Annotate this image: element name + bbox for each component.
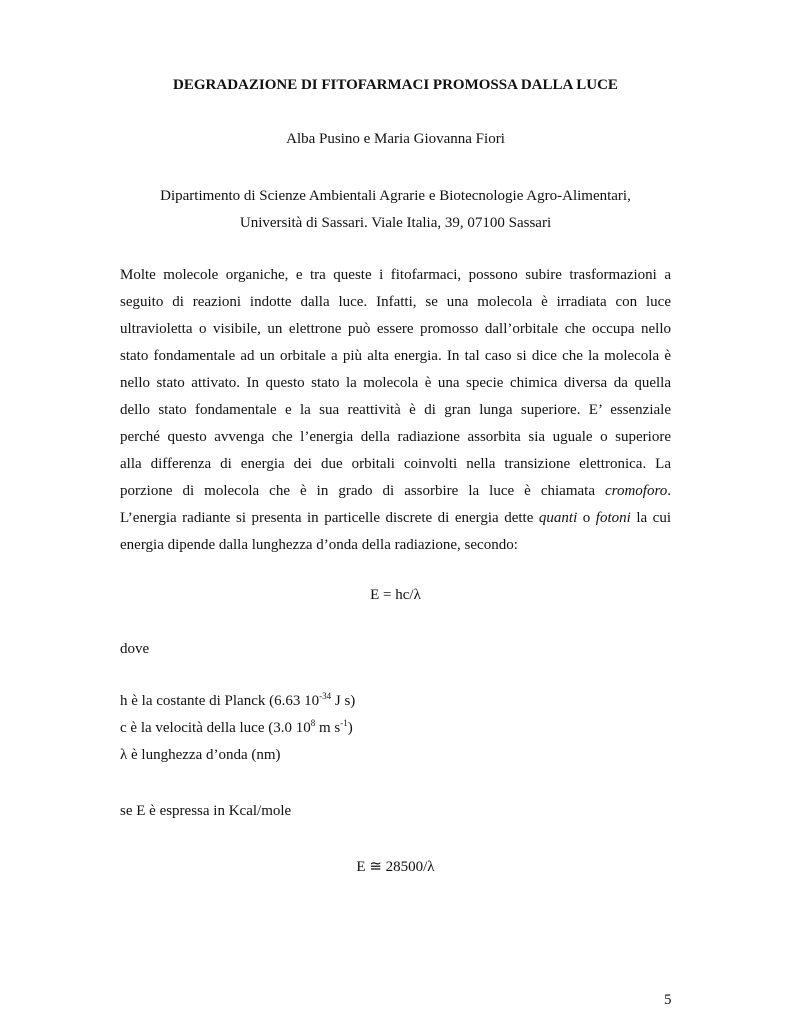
paragraph-line: energia dipende dalla lunghezza d’onda della radiazione, secondo:: [120, 537, 518, 553]
paragraph-line: alla differenza di energia dei due orbitali coinvolti nella transizione elettronica. La: [120, 456, 671, 472]
term-cromoforo: cromoforo: [605, 483, 668, 499]
definition-lambda: λ è lunghezza d’onda (nm): [120, 747, 281, 763]
definition-text: J s): [331, 693, 356, 709]
affiliation-line-2: Università di Sassari. Viale Italia, 39, 07100 Sassari: [239, 215, 552, 231]
page-number: 5: [664, 992, 672, 1008]
paragraph-line: stato fondamentale ad un orbitale a più alta energia. In tal caso si dice che la molecola è: [120, 348, 671, 364]
equation-energy: E = hc/λ: [370, 587, 421, 603]
article-authors: Alba Pusino e Maria Giovanna Fiori: [286, 131, 505, 147]
paragraph-line: [120, 478, 671, 505]
paragraph-line: Molte molecole organiche, e tra queste i fitofarmaci, possono subire trasformazioni a: [120, 267, 671, 283]
definition-text: ): [347, 720, 353, 736]
term-quanti: quanti: [538, 510, 578, 526]
paragraph-line: [120, 505, 671, 532]
paragraph-line: perché questo avvenga che l’energia della radiazione assorbita sia uguale o superiore: [120, 429, 671, 445]
paragraph-text: .: [667, 483, 671, 499]
paragraph-line: seguito di reazioni indotte dalla luce. Infatti, se una molecola è irradiata con luce: [120, 294, 671, 310]
equation-kcal: E ≅ 28500/λ: [356, 859, 435, 875]
exponent: -34: [319, 691, 332, 701]
definition-text: m s: [315, 720, 341, 736]
paragraph-text: L’energia radiante si presenta in particelle discrete di energia dette: [120, 510, 539, 526]
paragraph-line: ultravioletta o visibile, un elettrone può essere promosso dall’orbitale che occupa nello: [120, 321, 671, 337]
exponent: 8: [310, 718, 316, 728]
term-fotoni: fotoni: [595, 510, 631, 526]
paragraph-text: porzione di molecola che è in grado di assorbire la luce è chiamata: [120, 483, 606, 499]
definition-text: c è la velocità della luce (3.0 10: [120, 720, 311, 736]
intro-paragraph: [120, 262, 671, 559]
dove-label: dove: [120, 641, 150, 657]
definition-h: [120, 688, 355, 715]
definition-c: [120, 715, 355, 742]
paragraph-line: nello stato attivato. In questo stato la molecola è una specie chimica diversa da quella: [120, 375, 671, 391]
article-title: DEGRADAZIONE DI FITOFARMACI PROMOSSA DALLA LUCE: [173, 77, 618, 93]
paragraph-line: dello stato fondamentale e la sua reattività è di gran lunga superiore. E’ essenziale: [120, 402, 671, 418]
affiliation-line-1: Dipartimento di Scienze Ambientali Agrarie e Biotecnologie Agro-Alimentari,: [160, 188, 631, 204]
units-note: se E è espressa in Kcal/mole: [120, 803, 292, 819]
paragraph-text: o: [577, 510, 596, 526]
paragraph-text: la cui: [630, 510, 672, 526]
author-affiliation: [0, 183, 791, 237]
variable-definitions: [120, 688, 355, 769]
definition-text: h è la costante di Planck (6.63 10: [120, 693, 320, 709]
exponent: -1: [340, 718, 348, 728]
